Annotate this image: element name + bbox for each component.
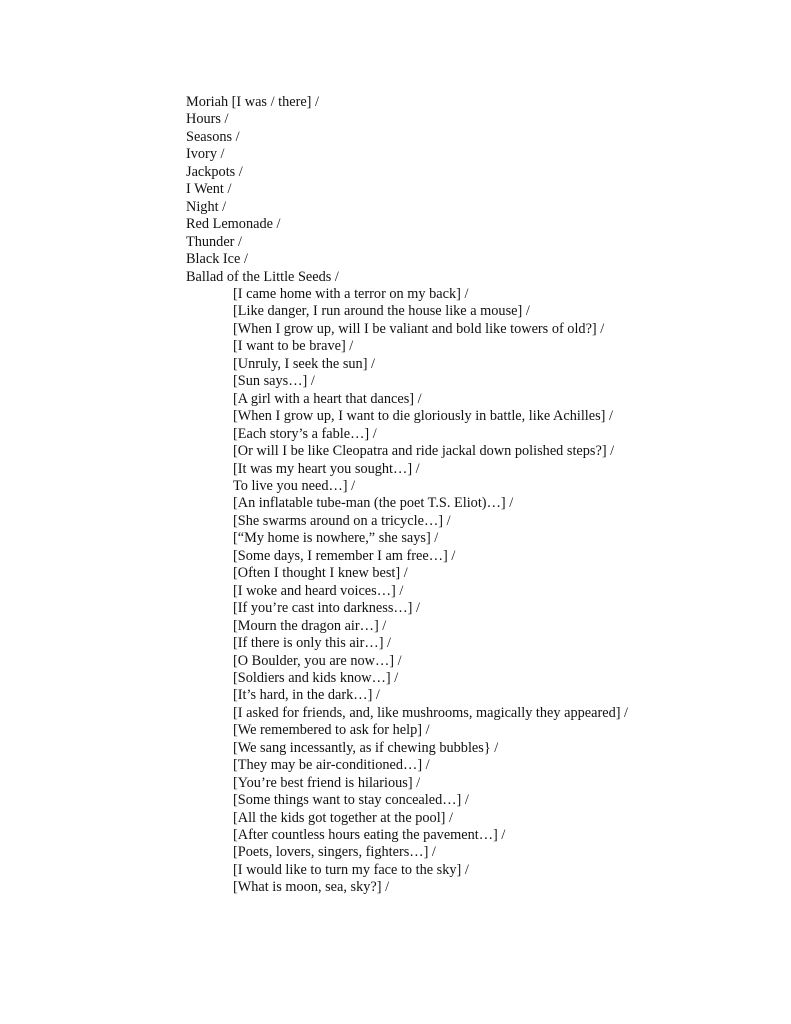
poem-subsection: [When I grow up, will I be valiant and bold like towers of old?] / [233, 320, 605, 337]
poem-title: Thunder / [186, 233, 242, 250]
poem-subsection: [If you’re cast into darkness…] / [233, 600, 420, 617]
poem-subsection: [O Boulder, you are now…] / [233, 652, 402, 669]
poem-subsection: [I woke and heard voices…] / [233, 582, 404, 599]
poem-subsection: [“My home is nowhere,” she says] / [233, 530, 439, 547]
poem-title: Black Ice / [186, 251, 248, 268]
poem-subsection: [After countless hours eating the pavement…] / [233, 827, 506, 844]
poem-title: Night / [186, 198, 227, 215]
poem-subsection: [Unruly, I seek the sun] / [233, 355, 376, 372]
poem-subsection: [Mourn the dragon air…] / [233, 617, 387, 634]
poem-subsection: [A girl with a heart that dances] / [233, 390, 422, 407]
poem-title: Seasons / [186, 128, 240, 145]
poem-title: Red Lemonade / [186, 216, 281, 233]
poem-subsection: To live you need…] / [233, 477, 356, 494]
poem-subsection: [I would like to turn my face to the sky] / [233, 861, 469, 878]
poem-subsection: [You’re best friend is hilarious] / [233, 774, 421, 791]
poem-subsection: [Poets, lovers, singers, fighters…] / [233, 844, 436, 861]
poem-subsection: [Soldiers and kids know…] / [233, 669, 399, 686]
poem-title: Jackpots / [186, 163, 243, 180]
poem-subsection: [Like danger, I run around the house like a mouse] / [233, 303, 530, 320]
poem-subsection: [I came home with a terror on my back] / [233, 285, 469, 302]
poem-subsection: [Some things want to stay concealed…] / [233, 792, 469, 809]
poem-title: Hours / [186, 111, 229, 128]
poem-subsection: [They may be air-conditioned…] / [233, 757, 430, 774]
poem-subsection: [She swarms around on a tricycle…] / [233, 512, 451, 529]
poem-subsection: [We sang incessantly, as if chewing bubbles} / [233, 739, 499, 756]
poem-subsection: [Often I thought I knew best] / [233, 565, 408, 582]
poem-subsection: [Or will I be like Cleopatra and ride jackal down polished steps?] / [233, 443, 615, 460]
poem-subsection: [It was my heart you sought…] / [233, 460, 420, 477]
poem-subsection: [Sun says…] / [233, 373, 315, 390]
poem-subsection: [We remembered to ask for help] / [233, 722, 430, 739]
poem-subsection: [When I grow up, I want to die gloriously in battle, like Achilles] / [233, 408, 613, 425]
poem-list [186, 94, 628, 897]
poem-subsection: [Some days, I remember I am free…] / [233, 547, 456, 564]
poem-subsection: [It’s hard, in the dark…] / [233, 687, 380, 704]
poem-subsection: [If there is only this air…] / [233, 635, 392, 652]
poem-subsection: [An inflatable tube-man (the poet T.S. Eliot)…] / [233, 495, 514, 512]
poem-subsection: [Each story’s a fable…] / [233, 425, 377, 442]
poem-title: Ballad of the Little Seeds / [186, 268, 339, 285]
poem-subsection: [What is moon, sea, sky?] / [233, 879, 390, 896]
poem-subsection: [I asked for friends, and, like mushrooms, magically they appeared] / [233, 704, 629, 721]
poem-title: Ivory / [186, 146, 225, 163]
poem-title: Moriah [I was / there] / [186, 94, 319, 110]
poem-subsection: [All the kids got together at the pool] / [233, 809, 453, 826]
poem-title: I Went / [186, 181, 232, 198]
poem-subsection: [I want to be brave] / [233, 338, 354, 355]
